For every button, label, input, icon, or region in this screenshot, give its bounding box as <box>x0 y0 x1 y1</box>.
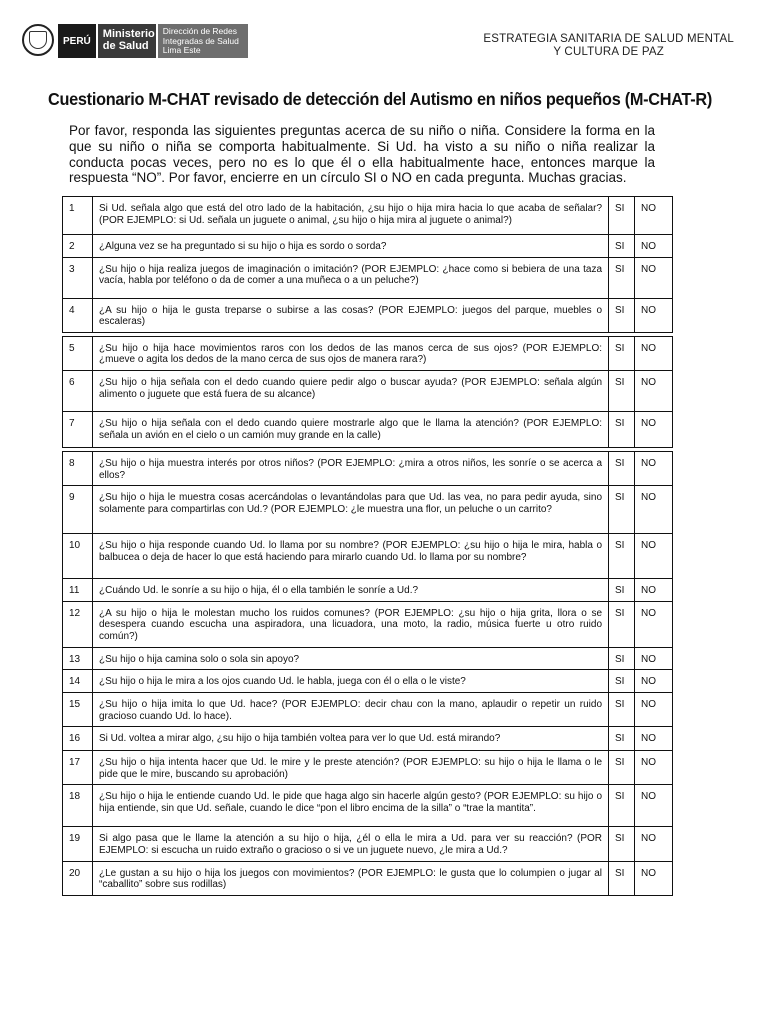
answer-si[interactable]: SI <box>609 197 635 235</box>
question-text: ¿Le gustan a su hijo o hija los juegos con movimientos? (POR EJEMPLO: le gusta que lo columpien o jugar al “caballito” sobre sus rodillas) <box>92 861 608 895</box>
answer-si[interactable]: SI <box>609 486 635 534</box>
question-text: Si Ud. señala algo que está del otro lado de la habitación, ¿su hijo o hija mira hacia lo que acaba de señalar? (POR EJEMPLO: si Ud. señala un juguete o animal, ¿su hijo o hija mira al juguete o animal?) <box>92 197 608 235</box>
answer-no[interactable]: NO <box>635 727 673 751</box>
answer-no[interactable]: NO <box>635 670 673 693</box>
answer-si[interactable]: SI <box>609 451 635 485</box>
question-number: 13 <box>63 647 93 670</box>
question-text: Si algo pasa que le llame la atención a su hijo o hija, ¿él o ella le mira a Ud. para ver su reacción? (POR EJEMPLO: si escucha un ruido extraño o gracioso o si ve un juguete nuevo, ¿le mira a Ud.? <box>92 827 608 861</box>
question-number: 2 <box>63 235 93 258</box>
question-number: 6 <box>63 370 93 411</box>
question-number: 16 <box>63 727 93 751</box>
question-text: ¿Su hijo o hija le muestra cosas acercándolas o levantándolas para que Ud. las vea, no para pedir ayuda, sino solamente para compartirlas con Ud.? (POR EJEMPLO: ¿le muestra una flor, un peluche o un carrito? <box>92 486 608 534</box>
question-text: ¿Su hijo o hija le mira a los ojos cuando Ud. le habla, juega con él o ella o le viste? <box>92 670 608 693</box>
answer-si[interactable]: SI <box>609 370 635 411</box>
peru-label: PERÚ <box>58 24 96 58</box>
answer-si[interactable]: SI <box>609 235 635 258</box>
answer-no[interactable]: NO <box>635 235 673 258</box>
answer-no[interactable]: NO <box>635 861 673 895</box>
question-text: ¿Su hijo o hija señala con el dedo cuando quiere pedir algo o buscar ayuda? (POR EJEMPLO: señala algún alimento o juguete que está fuera de su alcance) <box>92 370 608 411</box>
answer-no[interactable]: NO <box>635 336 673 370</box>
answer-si[interactable]: SI <box>609 751 635 785</box>
answer-no[interactable]: NO <box>635 534 673 579</box>
question-text: ¿Su hijo o hija realiza juegos de imaginación o imitación? (POR EJEMPLO: ¿hace como si bebiera de una taza vacía, habla por teléfono o da de comer a una muñeca o a un peluche?) <box>92 257 608 298</box>
answer-no[interactable]: NO <box>635 370 673 411</box>
question-number: 9 <box>63 486 93 534</box>
answer-si[interactable]: SI <box>609 727 635 751</box>
question-number: 1 <box>63 197 93 235</box>
answer-si[interactable]: SI <box>609 601 635 647</box>
question-number: 18 <box>63 785 93 827</box>
answer-si[interactable]: SI <box>609 647 635 670</box>
question-text: Si Ud. voltea a mirar algo, ¿su hijo o hija también voltea para ver lo que Ud. está mirando? <box>92 727 608 751</box>
answer-no[interactable]: NO <box>635 751 673 785</box>
question-row <box>63 751 673 785</box>
answer-si[interactable]: SI <box>609 827 635 861</box>
answer-si[interactable]: SI <box>609 336 635 370</box>
answer-si[interactable]: SI <box>609 785 635 827</box>
question-number: 17 <box>63 751 93 785</box>
question-row <box>63 298 673 332</box>
ministerio-label: Ministerio de Salud <box>98 24 156 58</box>
question-row <box>63 370 673 411</box>
answer-si[interactable]: SI <box>609 670 635 693</box>
question-text: ¿A su hijo o hija le molestan mucho los ruidos comunes? (POR EJEMPLO: ¿su hijo o hija grita, llora o se desespera cuando escucha una aspiradora, una licuadora, una moto, la radio, música fuerte u otro ruido común?) <box>92 601 608 647</box>
answer-si[interactable]: SI <box>609 534 635 579</box>
answer-si[interactable]: SI <box>609 411 635 447</box>
answer-no[interactable]: NO <box>635 197 673 235</box>
answer-no[interactable]: NO <box>635 411 673 447</box>
question-number: 19 <box>63 827 93 861</box>
question-text: ¿Su hijo o hija camina solo o sola sin apoyo? <box>92 647 608 670</box>
question-number: 4 <box>63 298 93 332</box>
answer-si[interactable]: SI <box>609 861 635 895</box>
question-row <box>63 670 673 693</box>
question-row <box>63 486 673 534</box>
question-row <box>63 257 673 298</box>
question-row <box>63 411 673 447</box>
question-row <box>63 785 673 827</box>
answer-no[interactable]: NO <box>635 486 673 534</box>
question-row <box>63 827 673 861</box>
question-number: 8 <box>63 451 93 485</box>
question-row <box>63 579 673 602</box>
question-text: ¿Su hijo o hija imita lo que Ud. hace? (POR EJEMPLO: decir chau con la mano, aplaudir o repetir un ruido gracioso cuando Ud. lo hace). <box>92 692 608 726</box>
question-row <box>63 692 673 726</box>
question-row <box>63 727 673 751</box>
answer-si[interactable]: SI <box>609 692 635 726</box>
questions-table <box>62 196 673 896</box>
answer-si[interactable]: SI <box>609 298 635 332</box>
answer-no[interactable]: NO <box>635 827 673 861</box>
question-text: ¿A su hijo o hija le gusta treparse o subirse a las cosas? (POR EJEMPLO: juegos del parque, muebles o escaleras) <box>92 298 608 332</box>
question-text: ¿Alguna vez se ha preguntado si su hijo o hija es sordo o sorda? <box>92 235 608 258</box>
question-text: ¿Cuándo Ud. le sonríe a su hijo o hija, él o ella también le sonríe a Ud.? <box>92 579 608 602</box>
question-number: 10 <box>63 534 93 579</box>
question-row <box>63 235 673 258</box>
coat-of-arms-icon <box>22 24 54 56</box>
answer-no[interactable]: NO <box>635 601 673 647</box>
question-row <box>63 601 673 647</box>
answer-no[interactable]: NO <box>635 579 673 602</box>
direccion-label: Dirección de Redes Integradas de Salud Lima Este <box>158 24 248 58</box>
question-number: 14 <box>63 670 93 693</box>
question-number: 12 <box>63 601 93 647</box>
answer-no[interactable]: NO <box>635 451 673 485</box>
page-header <box>22 24 752 64</box>
page-title: Cuestionario M-CHAT revisado de detección del Autismo en niños pequeños (M-CHAT-R) <box>48 89 713 109</box>
answer-si[interactable]: SI <box>609 579 635 602</box>
question-number: 15 <box>63 692 93 726</box>
answer-no[interactable]: NO <box>635 257 673 298</box>
answer-si[interactable]: SI <box>609 257 635 298</box>
question-row <box>63 534 673 579</box>
answer-no[interactable]: NO <box>635 692 673 726</box>
question-row <box>63 861 673 895</box>
question-text: ¿Su hijo o hija le entiende cuando Ud. le pide que haga algo sin hacerle algún gesto? (POR EJEMPLO: su hijo o hija entiende, sin que Ud. señale, cuando le dice “pon el libro encima de la silla” o “trae la mantita”. <box>92 785 608 827</box>
question-text: ¿Su hijo o hija muestra interés por otros niños? (POR EJEMPLO: ¿mira a otros niños, les sonríe o se acerca a ellos? <box>92 451 608 485</box>
question-row <box>63 197 673 235</box>
question-row <box>63 647 673 670</box>
question-row <box>63 451 673 485</box>
question-number: 5 <box>63 336 93 370</box>
answer-no[interactable]: NO <box>635 298 673 332</box>
intro-paragraph: Por favor, responda las siguientes preguntas acerca de su niño o niña. Considere la forma en la que su niño o niña se comporta habitualmente. Si Ud. ha visto a su niño o niña realizar la conducta pocas veces, pero no es lo que él o ella habitualmente hace, entonces marque la respuesta “NO”. Por favor, encierre en un círculo SI o NO en cada pregunta. Muchas gracias. <box>69 123 655 186</box>
answer-no[interactable]: NO <box>635 785 673 827</box>
question-number: 3 <box>63 257 93 298</box>
ministry-logo <box>22 24 248 58</box>
question-text: ¿Su hijo o hija hace movimientos raros con los dedos de las manos cerca de sus ojos? (POR EJEMPLO: ¿mueve o agita los dedos de la mano cerca de sus ojos de manera rara?) <box>92 336 608 370</box>
question-row <box>63 336 673 370</box>
strategy-heading: ESTRATEGIA SANITARIA DE SALUD MENTAL Y CULTURA DE PAZ <box>483 33 734 58</box>
question-number: 20 <box>63 861 93 895</box>
question-text: ¿Su hijo o hija intenta hacer que Ud. le mire y le preste atención? (POR EJEMPLO: su hijo o hija le llama o le pide que le mire, buscando su aprobación) <box>92 751 608 785</box>
question-text: ¿Su hijo o hija señala con el dedo cuando quiere mostrarle algo que le llama la atención? (POR EJEMPLO: señala un avión en el cielo o un camión muy grande en la calle) <box>92 411 608 447</box>
question-text: ¿Su hijo o hija responde cuando Ud. lo llama por su nombre? (POR EJEMPLO: ¿su hijo o hija le mira, habla o balbucea o deja de hacer lo que está haciendo para mirarlo cuando Ud. lo llama por su nombre? <box>92 534 608 579</box>
question-number: 7 <box>63 411 93 447</box>
answer-no[interactable]: NO <box>635 647 673 670</box>
question-number: 11 <box>63 579 93 602</box>
